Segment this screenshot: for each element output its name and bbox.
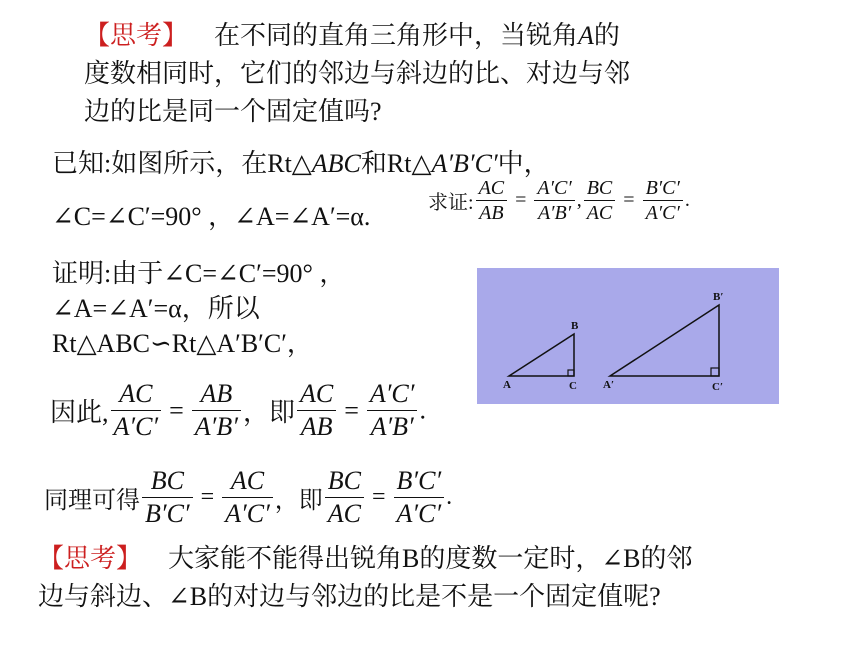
label-b-prime: B′: [713, 291, 724, 303]
denominator: A′B′: [194, 412, 238, 441]
numerator: AB: [192, 378, 241, 411]
equals: =: [623, 189, 635, 211]
think1-end: 的: [593, 21, 620, 50]
think1-text: 在不同的直角三角形中，当锐角: [214, 21, 579, 50]
denominator: A′C′: [645, 202, 680, 224]
equals: =: [515, 189, 527, 211]
denominator: A′C′: [396, 499, 442, 528]
label-a: A: [503, 379, 511, 391]
think2-line1: [38, 540, 693, 578]
triangle-figure: [477, 268, 779, 404]
numerator: BC: [325, 465, 364, 498]
denominator: AB: [300, 412, 333, 441]
proof-line3: Rt△ABC∽Rt△A′B′C′，: [52, 329, 313, 358]
var-a: A: [578, 21, 594, 50]
given-mid: 和Rt△: [360, 149, 432, 178]
fraction: [367, 378, 418, 443]
think-question-2: [38, 540, 693, 616]
denominator: AC: [327, 499, 361, 528]
label-c: C: [569, 380, 577, 392]
denominator: AB: [479, 202, 504, 224]
comma: ,: [576, 189, 582, 211]
large-right-angle-mark: [711, 368, 719, 376]
numerator: A′C′: [367, 378, 418, 411]
denominator: A′C′: [225, 499, 270, 528]
triangle-abc-prime: A′B′C′: [431, 149, 498, 178]
numerator: AC: [111, 378, 162, 411]
fraction: [476, 176, 508, 225]
think2-line2: 边与斜边、∠B的对边与邻边的比是不是一个固定值呢?: [38, 582, 661, 611]
numerator: A′C′: [534, 176, 574, 201]
equals: =: [200, 484, 215, 510]
proof-line2: ∠A=∠A′=α，所以: [52, 294, 260, 323]
ie-label: ，即: [242, 398, 295, 427]
fraction: [297, 378, 336, 443]
triangles-diagram: [477, 268, 779, 404]
numerator: BC: [584, 176, 616, 201]
similar-label: 同理可得: [44, 488, 140, 514]
fraction: [534, 176, 574, 225]
similarly-equation: [44, 465, 452, 530]
proof-block: [52, 256, 345, 361]
equals: =: [169, 395, 184, 425]
denominator: B′C′: [145, 499, 190, 528]
numerator: AC: [476, 176, 508, 201]
fraction: [142, 465, 193, 530]
denominator: AC: [586, 202, 613, 224]
think-question-1: [84, 17, 630, 131]
small-triangle: [509, 334, 574, 376]
fraction: [584, 176, 616, 225]
numerator: AC: [297, 378, 336, 411]
prove-label: 求证:: [428, 192, 474, 214]
ie-label: ，即: [274, 488, 323, 514]
fraction: [192, 378, 241, 443]
denominator: A′B′: [370, 412, 414, 441]
numerator: BC: [142, 465, 193, 498]
fraction: [111, 378, 162, 443]
hence-equation: [50, 378, 426, 443]
fraction: [325, 465, 364, 530]
equals: =: [372, 484, 386, 510]
think-tag: 【思考】: [38, 544, 143, 573]
period: .: [419, 395, 426, 425]
condition-text: ∠C=∠C′=90° ，∠A=∠A′=α.: [52, 202, 371, 231]
equals: =: [344, 395, 359, 425]
label-b: B: [571, 320, 579, 332]
think1-line3: 边的比是同一个固定值吗?: [84, 97, 382, 126]
proof-line1: 证明:由于∠C=∠C′=90° ，: [52, 259, 346, 288]
given-suffix: 中，: [497, 149, 550, 178]
label-c-prime: C′: [712, 381, 724, 393]
given-prefix: 已知:如图所示，在Rt△: [52, 149, 312, 178]
numerator: AC: [222, 465, 273, 498]
triangle-abc: ABC: [311, 149, 361, 178]
large-triangle: [610, 305, 719, 376]
label-a-prime: A′: [603, 379, 615, 391]
given-condition: [52, 198, 370, 236]
numerator: B′C′: [643, 176, 683, 201]
think1-line1: [84, 17, 630, 55]
denominator: A′B′: [537, 202, 572, 224]
fraction: [394, 465, 445, 530]
period: .: [446, 484, 453, 510]
denominator: A′C′: [113, 412, 159, 441]
think-tag: 【思考】: [84, 21, 189, 50]
numerator: B′C′: [394, 465, 445, 498]
fraction: [643, 176, 683, 225]
hence-label: 因此,: [50, 398, 109, 427]
think2-text: 大家能不能得出锐角B的度数一定时，∠B的邻: [168, 544, 693, 573]
period: .: [684, 189, 690, 211]
think1-line2: 度数相同时，它们的邻边与斜边的比、对边与邻: [84, 59, 631, 88]
fraction: [222, 465, 273, 530]
small-right-angle-mark: [568, 370, 574, 376]
prove-statement: [428, 176, 690, 225]
